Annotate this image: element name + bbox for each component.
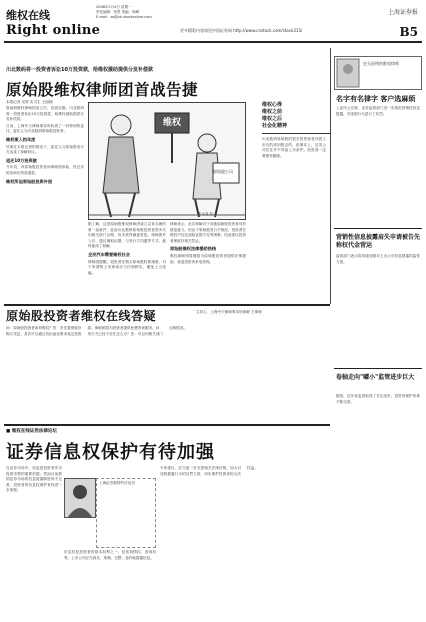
column-divider [330,48,331,304]
newspaper-logo: 上海证券报 [387,9,418,16]
section-title: 维权在线 [6,9,50,22]
lower-headline: 证券信息权保护有待加强 [6,442,215,463]
subhead: 维权案入档年度 [6,136,36,142]
lower-column-2 [64,550,156,618]
article-paragraph: 日前，上海中天律师事务所收到了一份特别的委托，委托人为川北数码原始股投资者。 [6,123,84,134]
right-headline-1: 名字有名律字 客户选麻烦 [336,94,416,103]
page-number: B5 [399,25,418,39]
article-column-3 [170,222,246,304]
article-paragraph: 上证所公告称，证券监管部门进一步规范营销性信息披露，对违规行为进行了处罚。 [336,106,420,116]
sidebar-title-line: 维权之前 [262,109,283,115]
section-subtitle: Right online [6,23,101,38]
main-byline: 本报记者 吴婷 实习生 王丽楠 [6,100,53,104]
article-paragraph: 专家建议，应当进一步完善相关法律法规，加大对违规披露行为的处罚力度，切实保护投资者的合法权益。 [160,466,258,476]
meta-line: 2008年2月4日 星期一 [96,5,132,9]
right-article-2 [336,254,420,364]
sidebar-title-line: 维权心得 [262,102,283,108]
meta-line: E-mail：zq@sh-stockonline.com [96,15,152,19]
masthead [4,3,422,43]
qa-text: 问：原始股投资者如何维权？答：首先要保留好购买凭证，其次可以通过诉讼途径要求返还投资款。律师团将为投资者提供免费咨询服务。问：发行方已经不存在怎么办？答：可以向相关部门反映情况。 [6,326,187,336]
article-paragraph: 监管部门表示将持续加强对上市公司信息披露的监管力度。 [336,254,420,264]
sidebar-text [262,137,326,297]
section-rule [4,424,330,426]
sidebar-title-line: 维权之后 [262,116,283,122]
subhead: 原始股维权法律援助热线 [170,246,217,252]
mid-note: 主持人：上海中天律师事务所律师 王律师 [196,310,262,314]
right-article-1 [336,106,420,226]
sidebar-paragraph: 川北数码原始股的很多投资者是冲着上市后的高回报去的，但事实上，这类公司往往并不具备上市条件。投资者一定要擦亮眼睛。 [262,137,326,158]
article-paragraph: 律师团提醒，投资者在购买原始股时要谨慎，对于所谓的上市承诺应当仔细核实，避免上当受骗。 [88,259,166,275]
article-paragraph: 信息权是投资者的基本权利之一，包括知情权、查询权等。上市公司应当真实、准确、完整、及时地披露信息。 [64,550,156,560]
portrait-photo [65,479,95,517]
masthead-url[interactable]: 更多精彩内容请见中国证券网 http://www.cnstock.com/stock315/ [180,28,303,33]
author-caption: 上海证券报特约评论员 [99,481,135,485]
meta-line: 责任编辑：张景 美编：杨峰 [96,10,140,14]
section-rule [334,228,422,229]
cartoon-sign-label: 维权 [163,118,182,128]
subhead: 维权所迫原始股投资补偿 [6,178,53,184]
article-paragraph: 原始股维权律师团成立后，首战告捷。川北数码将一投资者诉讼10万投资款，给维权援助提供分发补偿款。 [6,106,84,122]
lower-column-3 [160,466,328,618]
sidebar-title-line: 社会化精神 [262,123,288,129]
interview-title: 史无前例的维权律师 [363,61,399,66]
main-headline: 原始股维权律师团首战告捷 [6,80,199,99]
article-column-2 [88,222,166,304]
sidebar-divider [262,133,330,134]
subhead: 退还10万投资款 [6,157,37,163]
right-article-3 [336,394,420,620]
article-column-1 [6,106,84,304]
section-rule [4,304,330,306]
author-caption-box [96,478,156,548]
article-paragraph: 在证券市场中，信息是投资者作出投资决策的重要依据。然而目前我国证券市场的信息披露制度尚不完善，投资者的信息权保护有待进一步加强。 [6,466,62,493]
interview-box [334,56,422,90]
cartoon-caption: 朱小龙 作 [198,212,214,216]
subhead: 全民汽车需要维权社会 [88,251,130,257]
author-portrait [64,478,96,518]
section-rule [334,368,422,369]
sidebar-box [262,102,330,297]
mid-headline: 原始股投资者维权在线答疑 [6,309,157,323]
lower-kicker: ■ 维权在线证券法律论坛 [6,429,57,434]
lower-column-1 [6,466,62,618]
cartoon-house-label: 原始股公司 [213,169,233,174]
article-paragraph: 律师表示，此次和解对于其他原始股投资者具有借鉴意义。但由于原始股发行不规范，投资者在维权中往往面临证据不足等困难，因此建议投资者保留好相关凭证。 [170,222,246,243]
article-paragraph: 维权律师团将继续为原始股投资者提供法律援助，欢迎投资者来电咨询。 [170,253,246,264]
right-headline-3: 卷轴走向"噱小"监管进步巨大 [336,374,415,381]
article-paragraph: 该案在本报记者的推动下，委托人与原始股发行方达成了和解协议。 [6,144,84,155]
main-kicker: 川北数码将一投资者诉讼10万投资款，给维权援助提供分发补偿款 [6,67,153,73]
article-paragraph: 据了解，这是原始股维权律师团成立以来办理的第一起案件，此前川北数码原始股投资者曾多次向相关部门反映，均未获得满意答复。律师团介入后，通过调取证据、与发行方沟通等方式，最终促成了和解。 [88,222,166,249]
masthead-meta [96,5,246,20]
qa-columns [6,326,326,422]
article-paragraph: 今年初，该原始股投资者向律师团求助，经过多轮协商后终获退款。 [6,165,84,175]
right-headline-2: 营销性信息披露肩失申请被告先称权代金营运 [336,234,421,249]
article-paragraph: 据悉，近年来监管取得了长足进步，投资者保护体系不断完善。 [336,394,420,404]
cartoon-illustration [88,102,246,220]
